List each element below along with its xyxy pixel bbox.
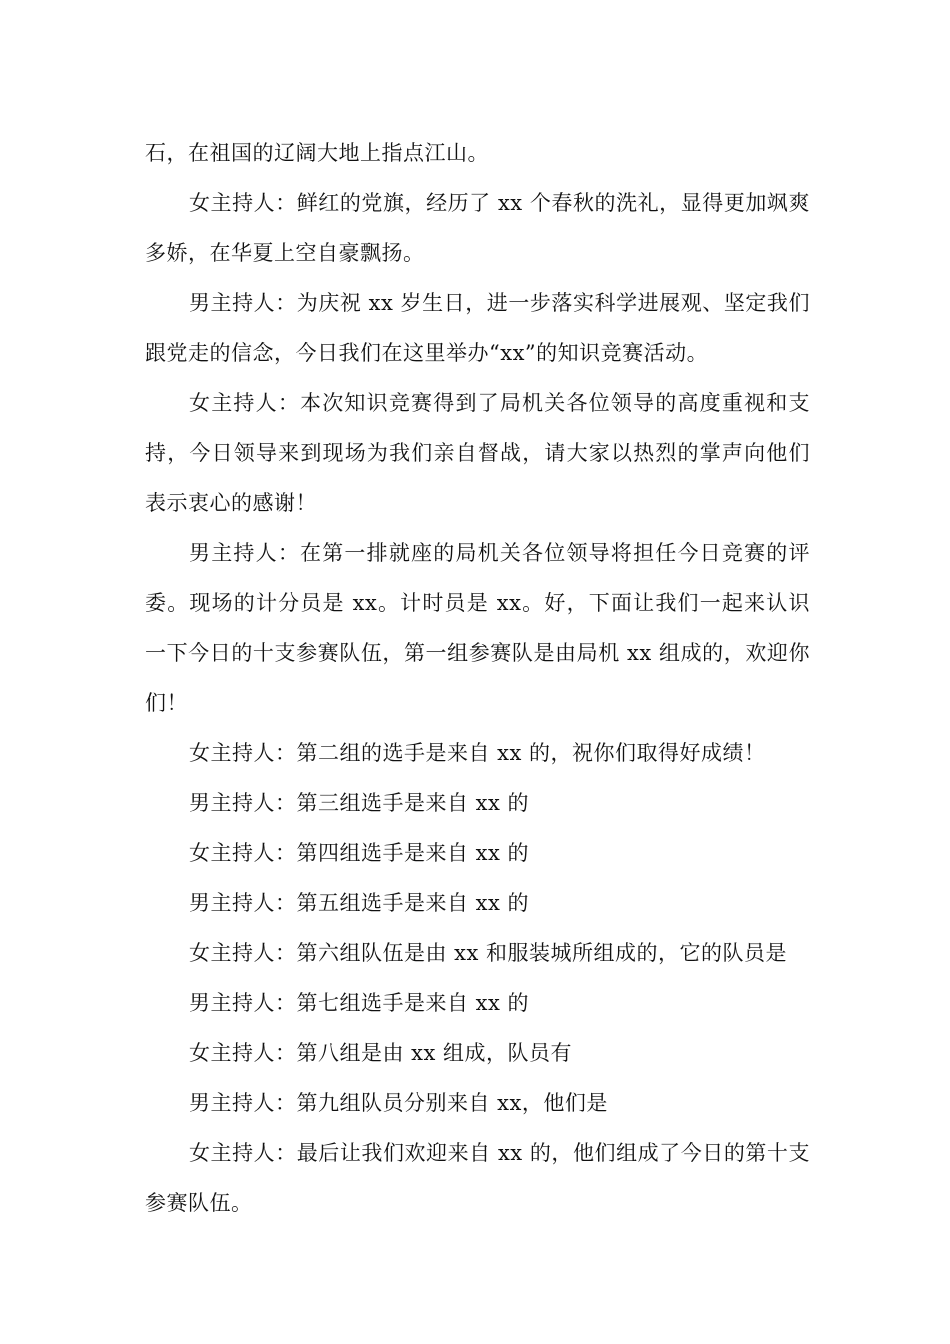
paragraph-team-2: 女主持人：第二组的选手是来自 xx 的，祝你们取得好成绩！ xyxy=(189,741,766,765)
paragraph-team-3: 男主持人：第三组选手是来自 xx 的 xyxy=(189,791,530,815)
paragraph-female-host-flag: 女主持人：鲜红的党旗，经历了 xx 个春秋的洗礼，显得更加飒爽多娇，在华夏上空自豪飘扬。 xyxy=(145,191,810,265)
paragraph-team-5: 男主持人：第五组选手是来自 xx 的 xyxy=(189,891,530,915)
paragraph-male-host-judges: 男主持人：在第一排就座的局机关各位领导将担任今日竞赛的评委。现场的计分员是 xx。计时员是 xx。好，下面让我们一起来认识一下今日的十支参赛队伍，第一组参赛队是由局机 xx 组成的，欢迎你们！ xyxy=(145,541,810,715)
paragraph-team-4: 女主持人：第四组选手是来自 xx 的 xyxy=(189,841,530,865)
paragraph-team-10: 女主持人：最后让我们欢迎来自 xx 的，他们组成了今日的第十支参赛队伍。 xyxy=(145,1141,810,1215)
paragraph-continuation: 石，在祖国的辽阔大地上指点江山。 xyxy=(145,141,489,165)
document-page xyxy=(145,128,810,1228)
paragraph-team-8: 女主持人：第八组是由 xx 组成，队员有 xyxy=(189,1041,573,1065)
paragraph-female-host-leaders: 女主持人：本次知识竞赛得到了局机关各位领导的高度重视和支持，今日领导来到现场为我们亲自督战，请大家以热烈的掌声向他们表示衷心的感谢！ xyxy=(145,391,810,515)
paragraph-team-6: 女主持人：第六组队伍是由 xx 和服装城所组成的，它的队员是 xyxy=(189,941,788,965)
paragraph-team-9: 男主持人：第九组队员分别来自 xx，他们是 xyxy=(189,1091,608,1115)
paragraph-male-host-celebration: 男主持人：为庆祝 xx 岁生日，进一步落实科学进展观、坚定我们跟党走的信念，今日我们在这里举办“xx”的知识竞赛活动。 xyxy=(145,291,810,365)
paragraph-team-7: 男主持人：第七组选手是来自 xx 的 xyxy=(189,991,530,1015)
